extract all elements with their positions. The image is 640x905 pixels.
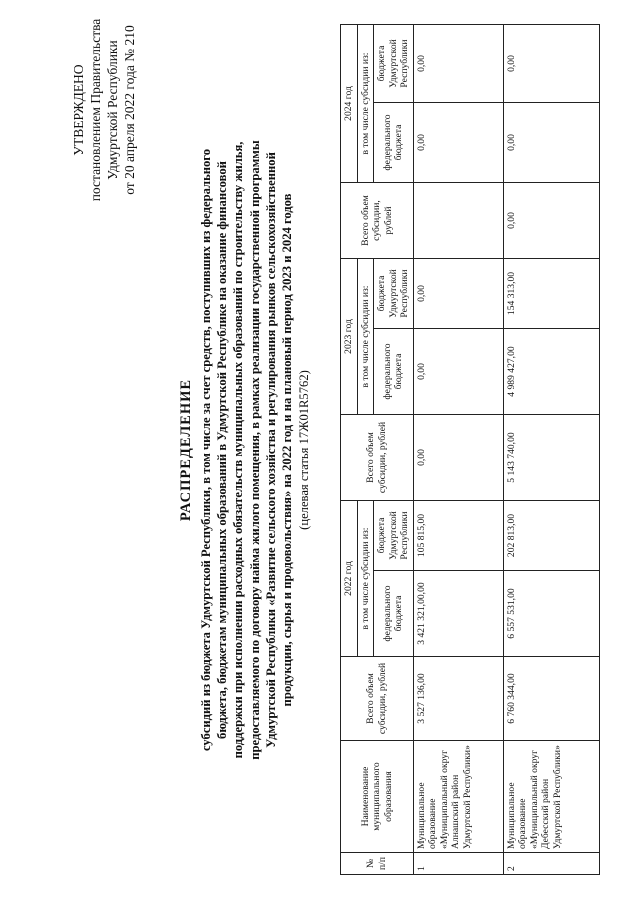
approval-line-4: от 20 апреля 2022 года № 210 [122, 25, 137, 195]
cell-fed-2024: 0,00 [413, 103, 503, 183]
year-header-2022: 2022 год [341, 501, 358, 657]
approval-stamp [70, 5, 138, 215]
cell-fed-2023: 0,00 [413, 329, 503, 415]
table-row [413, 25, 503, 875]
cell-reg-2024: 0,00 [413, 25, 503, 103]
cell-fed-2022: 6 557 531,00 [503, 571, 599, 657]
incl-header: в том числе субсидии из: [357, 259, 374, 415]
col-header-regional: бюджета Удмуртской Республики [374, 501, 414, 571]
cell-fed-2023: 4 989 427,00 [503, 329, 599, 415]
document-heading [178, 35, 312, 865]
cell-reg-2023: 0,00 [413, 259, 503, 329]
approval-line-2: постановлением Правительства [88, 18, 103, 202]
cell-reg-2022: 105 815,00 [413, 501, 503, 571]
cell-total-2024: 0,00 [503, 183, 599, 259]
year-header-2024: 2024 год [341, 25, 358, 183]
cell-fed-2022: 3 421 321,00,00 [413, 571, 503, 657]
table-row [503, 25, 599, 875]
cell-num: 2 [503, 853, 599, 875]
cell-name: Муниципальное образование «Муниципальный округ Алнашский район Удмуртской Республики» [413, 741, 503, 853]
cell-name: Муниципальное образование «Муниципальный округ Дебесский район Удмуртской Республики» [503, 741, 599, 853]
col-header-name: Наименование муниципального образования [341, 741, 414, 853]
approval-line-3: Удмуртской Республики [105, 40, 120, 180]
cell-total-2023: 5 143 740,00 [503, 415, 599, 501]
approval-line-1: УТВЕРЖДЕНО [71, 64, 86, 156]
col-header-federal: федерального бюджета [374, 103, 414, 183]
cell-fed-2024: 0,00 [503, 103, 599, 183]
heading-line: бюджета, бюджетам муниципальных образований в Удмуртской Республике на оказание финансовой [215, 161, 230, 739]
cell-reg-2024: 0,00 [503, 25, 599, 103]
heading-line: предоставляемого по договору найма жилого помещения, в рамках реализации государственной программы [247, 140, 262, 760]
heading-line: продукции, сырья и продовольствия» на 2022 год и на плановый период 2023 и 2024 годов [280, 193, 295, 707]
col-header-total-2024: Всего объем субсидии, рублей [341, 183, 414, 259]
cell-total-2023: 0,00 [413, 415, 503, 501]
cell-total-2024 [413, 183, 503, 259]
col-header-regional: бюджета Удмуртской Республики [374, 259, 414, 329]
subsidy-table [340, 24, 600, 875]
cell-total: 3 527 136,00 [413, 657, 503, 741]
col-header-num: № п/п [341, 853, 414, 875]
col-header-total-2023: Всего объем субсидии, рублей [341, 415, 414, 501]
heading-line: субсидий из бюджета Удмуртской Республики, в том числе за счет средств, поступивших из федерального [199, 149, 213, 752]
incl-header: в том числе субсидии из: [357, 25, 374, 183]
target-article: (целевая статья 17Ж01R5762) [297, 370, 312, 530]
heading-line: поддержки при исполнении расходных обязательств муниципальных образований по строительству жилья, [231, 141, 246, 759]
cell-total: 6 760 344,00 [503, 657, 599, 741]
col-header-total: Всего объем субсидии, рублей [341, 657, 414, 741]
cell-reg-2022: 202 813,00 [503, 501, 599, 571]
cell-num: 1 [413, 853, 503, 875]
document-title: РАСПРЕДЕЛЕНИЕ [178, 378, 194, 522]
col-header-federal: федерального бюджета [374, 571, 414, 657]
col-header-regional: бюджета Удмуртской Республики [374, 25, 414, 103]
incl-header: в том числе субсидии из: [357, 501, 374, 657]
col-header-federal: федерального бюджета [374, 329, 414, 415]
year-header-2023: 2023 год [341, 259, 358, 415]
heading-line: Удмуртской Республики «Развитие сельского хозяйства и регулирования рынков сельскохозяйственной [263, 152, 278, 748]
cell-reg-2023: 154 313,00 [503, 259, 599, 329]
